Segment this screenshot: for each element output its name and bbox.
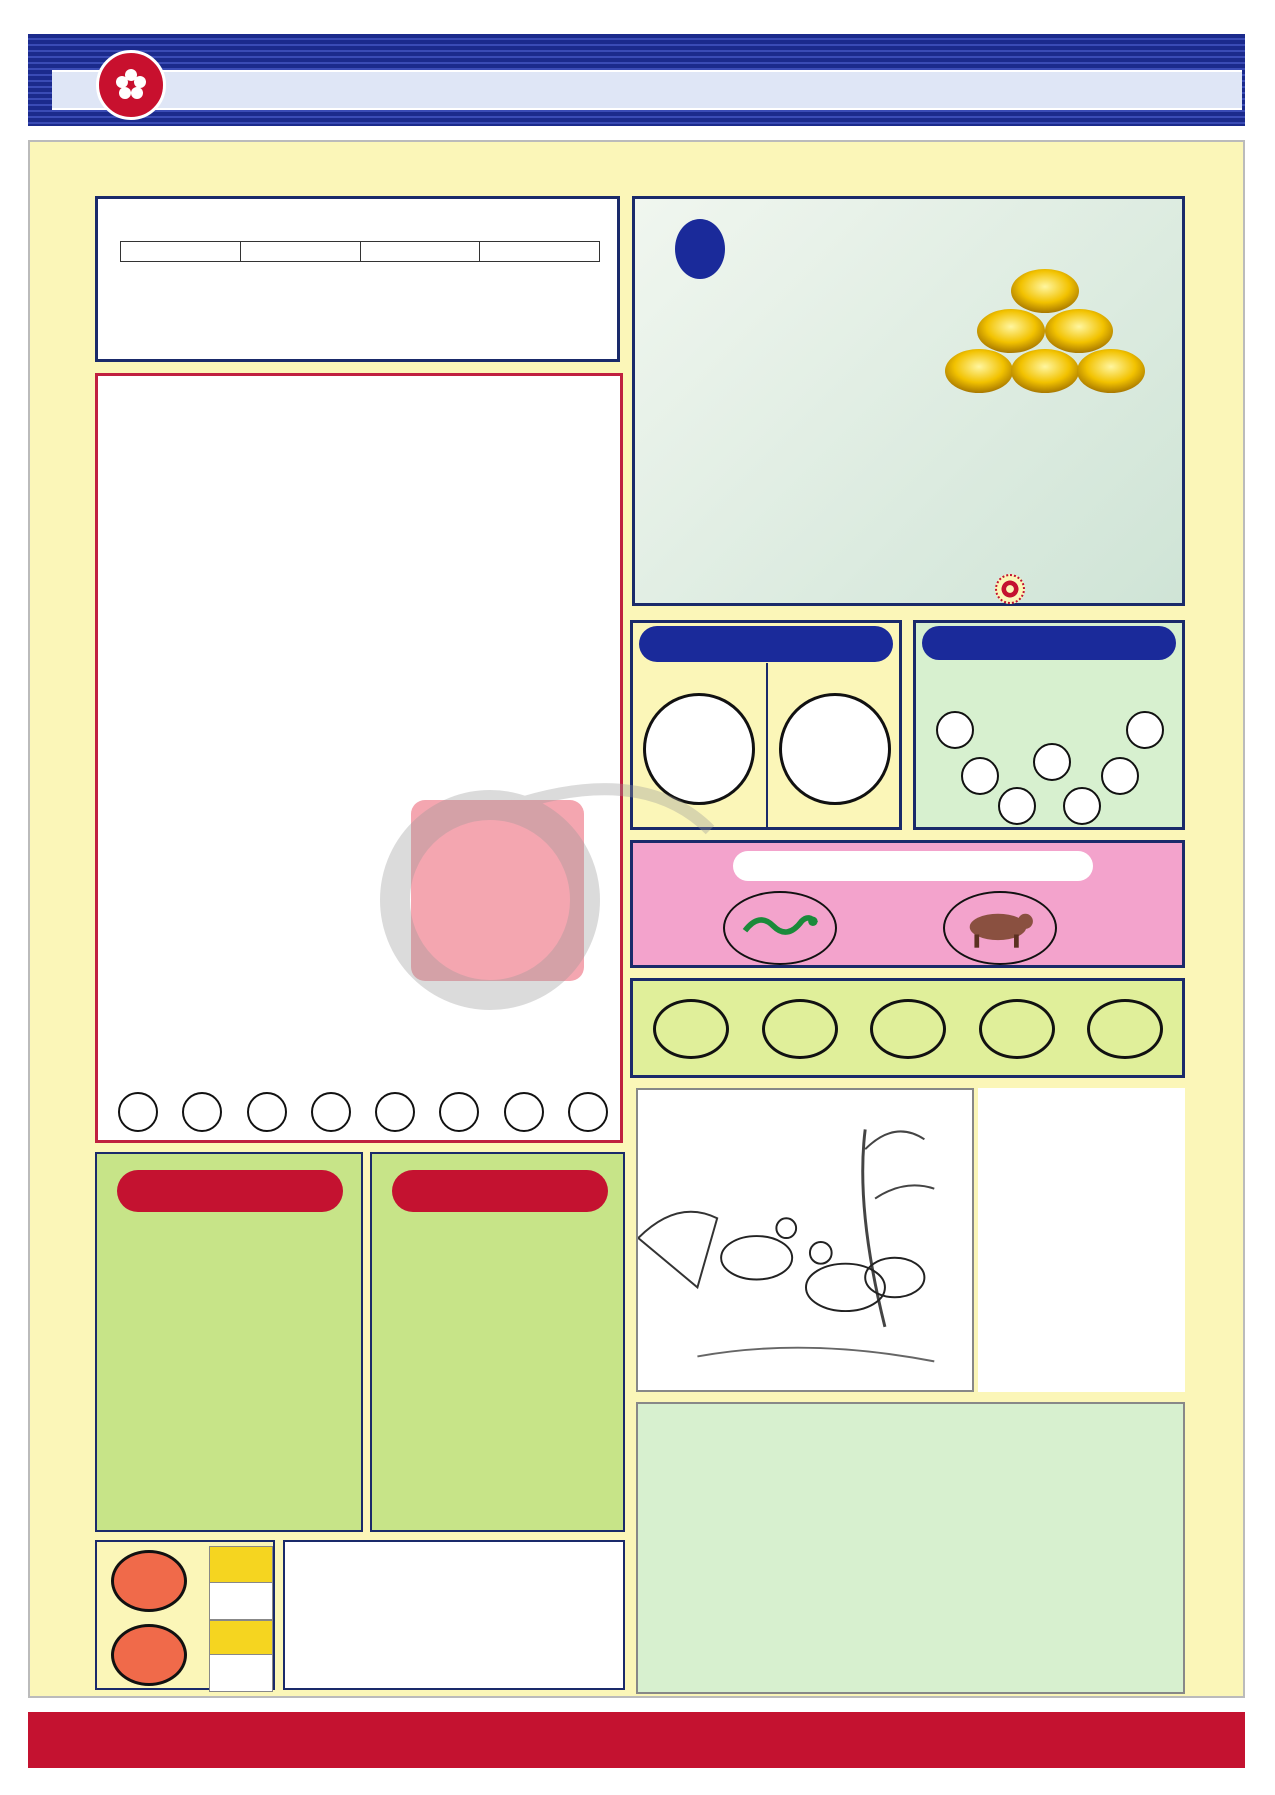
- ox-icon: [943, 891, 1057, 965]
- gate-table: [120, 241, 600, 262]
- col-header: [121, 242, 241, 262]
- number-ball: [439, 1092, 479, 1132]
- almanac-panel: [636, 1402, 1185, 1694]
- logo-band: [995, 574, 1037, 604]
- result-ball: [1063, 787, 1101, 825]
- meeting-panel: [95, 373, 623, 1143]
- selected-numbers: [118, 1092, 608, 1132]
- special-code-panel: [630, 620, 902, 830]
- number-ball: [247, 1092, 287, 1132]
- lottery-balls-icon: [645, 419, 845, 599]
- number-ball: [1087, 999, 1163, 1059]
- result-ball: [961, 757, 999, 795]
- lucky-zodiac-header: [733, 851, 1093, 881]
- dragon-icon: [723, 891, 837, 965]
- count-label: [209, 1546, 273, 1584]
- number-ball: [182, 1092, 222, 1132]
- gold-ingot-icon: [945, 261, 1145, 421]
- bauhinia-icon: [113, 67, 149, 103]
- puzzle-illustration: [636, 1088, 974, 1392]
- top-band: [30, 146, 1243, 192]
- gate-table-panel: [95, 196, 620, 362]
- special-code-header: [639, 626, 893, 662]
- count-number: [111, 1550, 187, 1612]
- draw-result-header: [922, 626, 1176, 660]
- draw-result-panel: [913, 620, 1185, 830]
- count-number: [111, 1624, 187, 1686]
- secret-image-box: [411, 800, 584, 981]
- logo-panel: [632, 196, 1185, 606]
- lucky-zodiac-panel: [630, 840, 1185, 968]
- col-header: [360, 242, 480, 262]
- number-ball: [375, 1092, 415, 1132]
- big-char-right: [779, 693, 891, 805]
- number-ball: [979, 999, 1055, 1059]
- number-ball: [762, 999, 838, 1059]
- verse-panel: [978, 1088, 1185, 1392]
- zodiac-poem-panel: [370, 1152, 625, 1532]
- number-ball: [653, 999, 729, 1059]
- pick-numbers-panel: [630, 978, 1185, 1078]
- masthead-strip: [52, 70, 1242, 110]
- big-char-left: [643, 693, 755, 805]
- gold-formula-panel: [283, 1540, 625, 1690]
- special-ball: [1033, 743, 1071, 781]
- result-ball: [998, 787, 1036, 825]
- left-band: [34, 182, 80, 1652]
- footer-notice: [28, 1712, 1245, 1768]
- jockey-club-icon: [675, 219, 725, 279]
- col-header: [480, 242, 600, 262]
- right-band: [1193, 182, 1239, 1652]
- count-value: [209, 1582, 273, 1620]
- result-ball: [1126, 711, 1164, 749]
- number-ball: [311, 1092, 351, 1132]
- prediction-header: [117, 1170, 343, 1212]
- number-ball: [118, 1092, 158, 1132]
- flower-icon: [995, 574, 1025, 604]
- result-ball: [1101, 757, 1139, 795]
- prediction-panel: [95, 1152, 363, 1532]
- divider: [766, 663, 768, 827]
- birds-illustration: [638, 1090, 972, 1390]
- number-ball: [504, 1092, 544, 1132]
- draw-count-panel: [95, 1540, 275, 1690]
- col-header: [240, 242, 360, 262]
- zodiac-poem-header: [392, 1170, 608, 1212]
- result-ball: [936, 711, 974, 749]
- number-ball: [870, 999, 946, 1059]
- pick-numbers: [653, 999, 1163, 1059]
- count-label: [209, 1620, 273, 1658]
- count-value: [209, 1654, 273, 1692]
- number-ball: [568, 1092, 608, 1132]
